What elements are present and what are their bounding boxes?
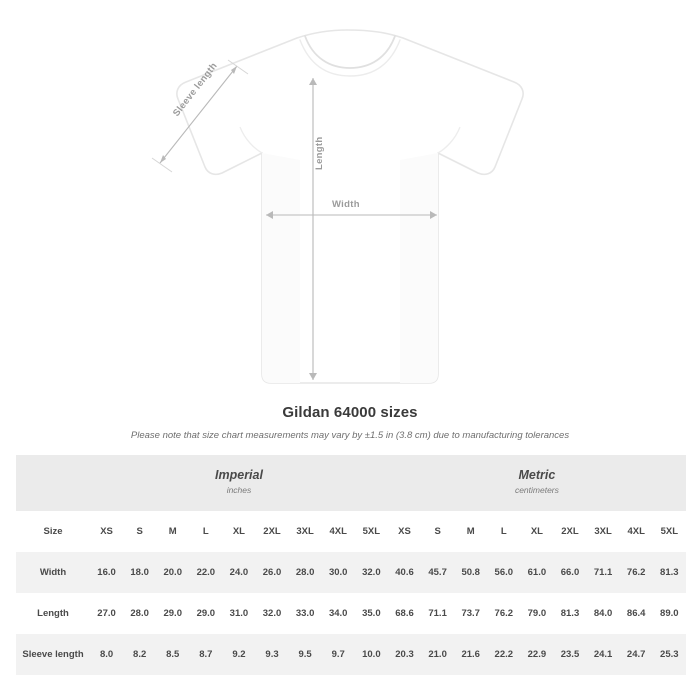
size-table	[16, 455, 686, 675]
table-row	[16, 593, 686, 634]
system-header-row	[16, 455, 686, 511]
cell-sleeve-imp-5xl: 10.0	[362, 649, 381, 660]
size-col-imp-5xl: 5XL	[362, 526, 381, 537]
cell-width-met-2xl: 66.0	[560, 567, 580, 578]
cell-width-imp-2xl: 26.0	[262, 567, 282, 578]
system-imperial-unit: inches	[226, 485, 252, 496]
cell-length-imp-xs: 27.0	[97, 608, 116, 619]
size-col-met-xs: XS	[398, 526, 411, 537]
cell-width-met-m: 50.8	[461, 567, 480, 578]
sleeve-length-dimension-label: Sleeve length	[171, 60, 220, 119]
corner-cell	[16, 455, 90, 511]
size-col-met-s: S	[434, 526, 441, 537]
size-col-imp-4xl: 4XL	[329, 526, 347, 537]
cell-length-met-l: 76.2	[494, 608, 514, 619]
system-metric-name: Metric	[518, 468, 556, 483]
cell-length-imp-m: 29.0	[163, 608, 182, 619]
cell-sleeve-met-l: 22.2	[494, 649, 514, 660]
cell-sleeve-imp-3xl: 9.5	[298, 649, 312, 660]
width-dimension-label: Width	[332, 199, 360, 210]
size-col-imp-s: S	[136, 526, 143, 537]
cell-width-met-3xl: 71.1	[593, 567, 613, 578]
cell-length-imp-l: 29.0	[196, 608, 216, 619]
system-imperial-name: Imperial	[215, 468, 263, 483]
size-col-met-2xl: 2XL	[561, 526, 579, 537]
size-col-imp-l: L	[202, 526, 209, 537]
cell-length-imp-2xl: 32.0	[262, 608, 282, 619]
cell-width-met-5xl: 81.3	[660, 567, 679, 578]
cell-length-met-s: 71.1	[428, 608, 447, 619]
size-col-met-4xl: 4XL	[627, 526, 645, 537]
title-block	[0, 404, 700, 441]
length-dimension-label: Length	[314, 136, 325, 170]
cell-width-imp-l: 22.0	[196, 567, 216, 578]
cell-sleeve-imp-l: 8.7	[199, 649, 213, 660]
system-metric-cell	[388, 455, 686, 511]
row-label-sleeve-length: Sleeve length	[22, 649, 84, 660]
cell-width-imp-xl: 24.0	[229, 567, 249, 578]
cell-sleeve-met-xl: 22.9	[527, 649, 547, 660]
cell-sleeve-met-m: 21.6	[461, 649, 480, 660]
cell-sleeve-imp-4xl: 9.7	[331, 649, 345, 660]
size-col-met-xl: XL	[530, 526, 543, 537]
cell-width-imp-5xl: 32.0	[362, 567, 381, 578]
cell-length-imp-4xl: 34.0	[328, 608, 348, 619]
cell-width-met-l: 56.0	[494, 567, 514, 578]
cell-sleeve-met-2xl: 23.5	[560, 649, 580, 660]
measurement-tolerance-note: Please note that size chart measurements may vary by ±1.5 in (3.8 cm) due to manufacturing tolerances	[130, 430, 570, 441]
size-col-imp-3xl: 3XL	[296, 526, 314, 537]
row-label-length: Length	[37, 608, 69, 619]
cell-sleeve-imp-xl: 9.2	[232, 649, 246, 660]
size-table-wrapper	[16, 455, 684, 675]
size-col-imp-xs: XS	[100, 526, 113, 537]
cell-sleeve-imp-m: 8.5	[166, 649, 180, 660]
size-col-imp-xl: XL	[232, 526, 245, 537]
cell-sleeve-met-xs: 20.3	[395, 649, 414, 660]
cell-length-met-2xl: 81.3	[560, 608, 580, 619]
cell-length-met-m: 73.7	[461, 608, 480, 619]
size-col-imp-2xl: 2XL	[263, 526, 281, 537]
cell-width-met-4xl: 76.2	[626, 567, 646, 578]
system-metric-unit: centimeters	[514, 485, 559, 496]
cell-width-met-xs: 40.6	[395, 567, 414, 578]
size-col-met-5xl: 5XL	[660, 526, 679, 537]
size-col-met-3xl: 3XL	[594, 526, 612, 537]
cell-length-met-xl: 79.0	[527, 608, 547, 619]
cell-length-imp-5xl: 35.0	[362, 608, 381, 619]
cell-width-imp-m: 20.0	[163, 567, 182, 578]
size-col-imp-m: M	[168, 526, 177, 537]
table-row	[16, 634, 686, 675]
cell-sleeve-imp-xs: 8.0	[99, 649, 114, 660]
size-col-met-l: L	[500, 526, 507, 537]
row-label-width: Width	[39, 567, 67, 578]
cell-sleeve-imp-s: 8.2	[133, 649, 147, 660]
cell-length-met-3xl: 84.0	[593, 608, 613, 619]
cell-length-met-4xl: 86.4	[626, 608, 646, 619]
size-header-row	[16, 511, 686, 552]
cell-width-met-xl: 61.0	[527, 567, 547, 578]
cell-sleeve-met-3xl: 24.1	[593, 649, 613, 660]
cell-length-imp-xl: 31.0	[229, 608, 249, 619]
cell-length-met-5xl: 89.0	[660, 608, 679, 619]
cell-length-imp-s: 28.0	[130, 608, 149, 619]
size-row-label: Size	[43, 526, 63, 537]
cell-width-imp-s: 18.0	[130, 567, 149, 578]
cell-sleeve-met-s: 21.0	[428, 649, 447, 660]
cell-width-imp-4xl: 30.0	[328, 567, 348, 578]
cell-length-met-xs: 68.6	[395, 608, 414, 619]
table-row	[16, 552, 686, 593]
page-title: Gildan 64000 sizes	[282, 404, 418, 421]
cell-length-imp-3xl: 33.0	[295, 608, 315, 619]
size-col-met-m: M	[466, 526, 475, 537]
cell-width-imp-xs: 16.0	[97, 567, 116, 578]
cell-sleeve-met-5xl: 25.3	[660, 649, 679, 660]
cell-sleeve-met-4xl: 24.7	[626, 649, 646, 660]
system-imperial-cell	[90, 455, 388, 511]
cell-sleeve-imp-2xl: 9.3	[265, 649, 279, 660]
cell-width-met-s: 45.7	[428, 567, 447, 578]
cell-width-imp-3xl: 28.0	[295, 567, 315, 578]
